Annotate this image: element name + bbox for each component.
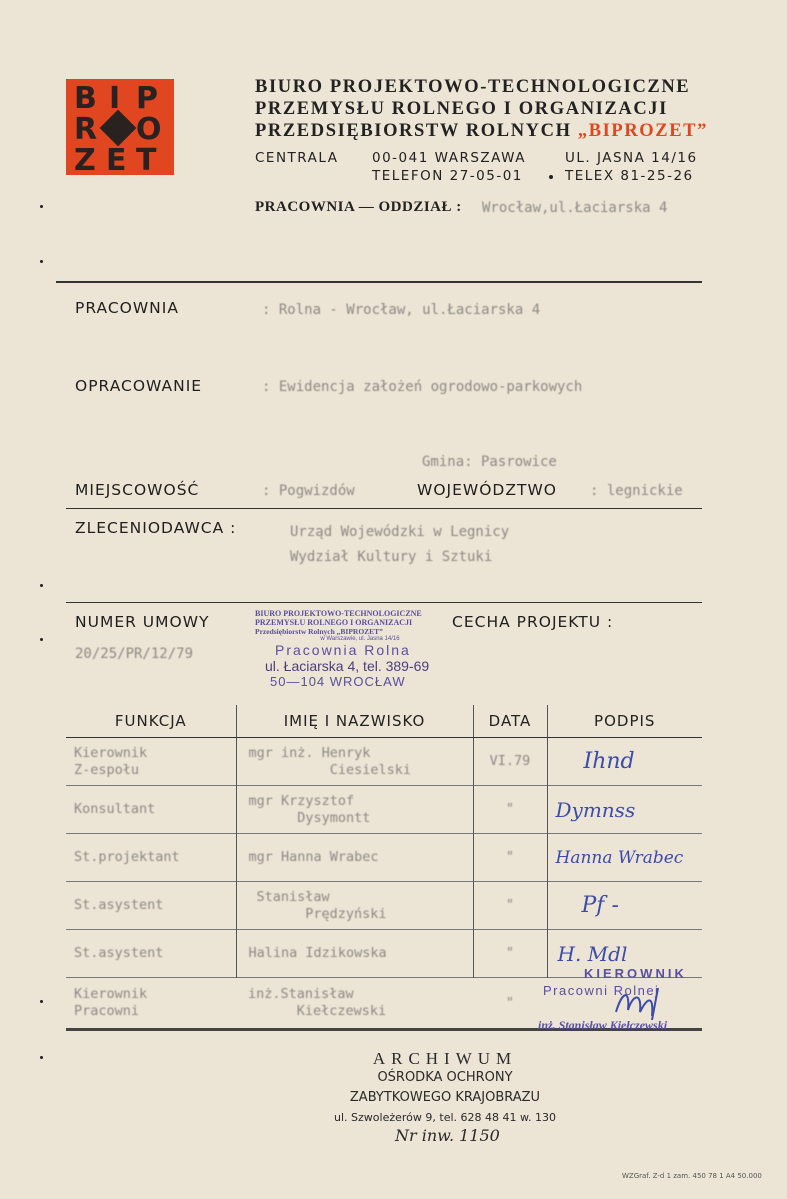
stamp-line5: Pracownia Rolna: [275, 642, 411, 658]
cell-name: mgr Hanna Wrabec: [236, 834, 473, 882]
kierownik-signature: [608, 982, 678, 1022]
divider: [66, 602, 702, 603]
telefon: TELEFON 27-05-01: [372, 168, 523, 184]
cell-podpis: Hanna Wrabec: [547, 834, 702, 882]
punch-mark: [40, 260, 43, 263]
org-name-line1: BIURO PROJEKTOWO-TECHNOLOGICZNE: [255, 77, 691, 97]
divider: [66, 508, 702, 509]
zleceniodawca-line1: Urząd Wojewódzki w Legnicy: [290, 524, 510, 540]
telex: TELEX 81-25-26: [565, 168, 694, 184]
archive-line3: ZABYTKOWEGO KRAJOBRAZU: [349, 1090, 541, 1105]
table-row: [66, 786, 702, 834]
svg-text:I: I: [109, 81, 121, 116]
separator-dot: [549, 175, 553, 179]
cell-data: VI.79: [473, 738, 547, 786]
svg-text:T: T: [136, 143, 157, 175]
kierownik-stamp-name: inż. Stanisław Kiełczewski: [538, 1018, 668, 1032]
stamp-line6: ul. Łaciarska 4, tel. 389-69: [265, 658, 430, 674]
stamp-line2: PRZEMYSŁU ROLNEGO I ORGANIZACJI: [255, 618, 413, 627]
cell-funkcja: Kierownik Z-espołu: [66, 738, 236, 786]
cell-funkcja: Kierownik Pracowni: [66, 978, 236, 1030]
pracownia-label: PRACOWNIA: [75, 299, 179, 317]
org-brand: „BIPROZET”: [577, 121, 708, 141]
archive-title: ARCHIWUM: [372, 1049, 518, 1068]
header-data: DATA: [473, 705, 547, 738]
header-funkcja: FUNKCJA: [66, 705, 236, 738]
archive-line2: OŚRODKA OCHRONY: [377, 1070, 513, 1085]
header-podpis: PODPIS: [547, 705, 702, 738]
stamp-line4: w Warszawie, ul. Jasna 14/16: [320, 636, 400, 642]
logo-graphic: [66, 79, 174, 175]
numer-umowy-value: 20/25/PR/12/79: [75, 646, 194, 662]
punch-mark: [40, 1000, 43, 1003]
header-divider: [56, 281, 702, 283]
cell-data: ": [473, 978, 547, 1030]
office-stamp: [255, 609, 465, 689]
pracownia-oddzial-value: Wrocław,ul.Łaciarska 4: [482, 200, 668, 216]
cecha-projektu-label: CECHA PROJEKTU :: [452, 613, 614, 631]
pracownia-oddzial-label: PRACOWNIA — ODDZIAŁ :: [255, 199, 462, 215]
cell-podpis: Dymnss: [547, 786, 702, 834]
header-imie-nazwisko: IMIĘ I NAZWISKO: [236, 705, 473, 738]
org-name-line2: PRZEMYSŁU ROLNEGO I ORGANIZACJI: [255, 99, 668, 119]
punch-mark: [40, 1056, 43, 1059]
zleceniodawca-line2: Wydział Kultury i Sztuki: [290, 549, 493, 565]
cell-funkcja: St.asystent: [66, 930, 236, 978]
cell-funkcja: St.asystent: [66, 882, 236, 930]
kierownik-stamp-title: KIEROWNIK: [584, 966, 687, 981]
cell-name: inż.Stanisław Kiełczewski: [236, 978, 473, 1030]
miejscowosc-label: MIEJSCOWOŚĆ: [75, 481, 200, 499]
pracownia-value: : Rolna - Wrocław, ul.Łaciarska 4: [262, 302, 541, 318]
centrala-city: 00-041 WARSZAWA: [372, 150, 526, 166]
numer-umowy-label: NUMER UMOWY: [75, 613, 210, 631]
cell-name: Stanisław Prędzyński: [236, 882, 473, 930]
biprozet-logo: [66, 79, 174, 175]
svg-text:P: P: [136, 81, 158, 116]
archive-address: ul. Szwoleżerów 9, tel. 628 48 41 w. 130: [334, 1111, 556, 1124]
gmina-value: Gmina: Pasrowice: [422, 454, 557, 470]
table-row: [66, 738, 702, 786]
wojewodztwo-value: : legnickie: [590, 483, 683, 499]
table-header-row: [66, 705, 702, 738]
org-name-line3: [255, 121, 708, 142]
print-info: WZGraf. Z-d 1 zam. 450 78 1 A4 50.000: [622, 1172, 762, 1180]
cell-podpis: H. Mdl: [547, 930, 702, 978]
centrala-street: UL. JASNA 14/16: [565, 150, 698, 166]
wojewodztwo-label: WOJEWÓDZTWO: [417, 481, 557, 499]
miejscowosc-value: : Pogwizdów: [262, 483, 355, 499]
zleceniodawca-label: ZLECENIODAWCA :: [75, 519, 237, 537]
cell-podpis: Ihnd: [547, 738, 702, 786]
cell-podpis: Pf -: [547, 882, 702, 930]
svg-text:R: R: [74, 112, 98, 147]
opracowanie-value: : Ewidencja założeń ogrodowo-parkowych: [262, 379, 583, 395]
punch-mark: [40, 205, 43, 208]
cell-funkcja: Konsultant: [66, 786, 236, 834]
cell-data: ": [473, 786, 547, 834]
cell-name: mgr Krzysztof Dysymontt: [236, 786, 473, 834]
punch-mark: [40, 638, 43, 641]
svg-text:B: B: [74, 81, 97, 116]
cell-data: ": [473, 834, 547, 882]
org-name-line3-text: PRZEDSIĘBIORSTW ROLNYCH: [255, 121, 572, 141]
kierownik-stamp-office: Pracowni Rolnej: [543, 983, 660, 998]
stamp-line1: BIURO PROJEKTOWO-TECHNOLOGICZNE: [255, 609, 422, 618]
opracowanie-label: OPRACOWANIE: [75, 377, 203, 395]
svg-text:Z: Z: [74, 143, 96, 175]
svg-text:E: E: [106, 143, 127, 175]
table-row: [66, 834, 702, 882]
cell-funkcja: St.projektant: [66, 834, 236, 882]
cell-data: ": [473, 930, 547, 978]
punch-mark: [40, 584, 43, 587]
stamp-line7: 50—104 WROCŁAW: [270, 674, 406, 689]
stamp-line3: Przedsiębiorstw Rolnych „BIPROZET”: [255, 627, 383, 636]
inventory-number: Nr inw. 1150: [395, 1126, 500, 1145]
cell-name: Halina Idzikowska: [236, 930, 473, 978]
svg-text:O: O: [136, 112, 162, 147]
cell-name: mgr inż. Henryk Ciesielski: [236, 738, 473, 786]
centrala-label: CENTRALA: [255, 150, 339, 166]
cell-data: ": [473, 882, 547, 930]
table-row: [66, 882, 702, 930]
